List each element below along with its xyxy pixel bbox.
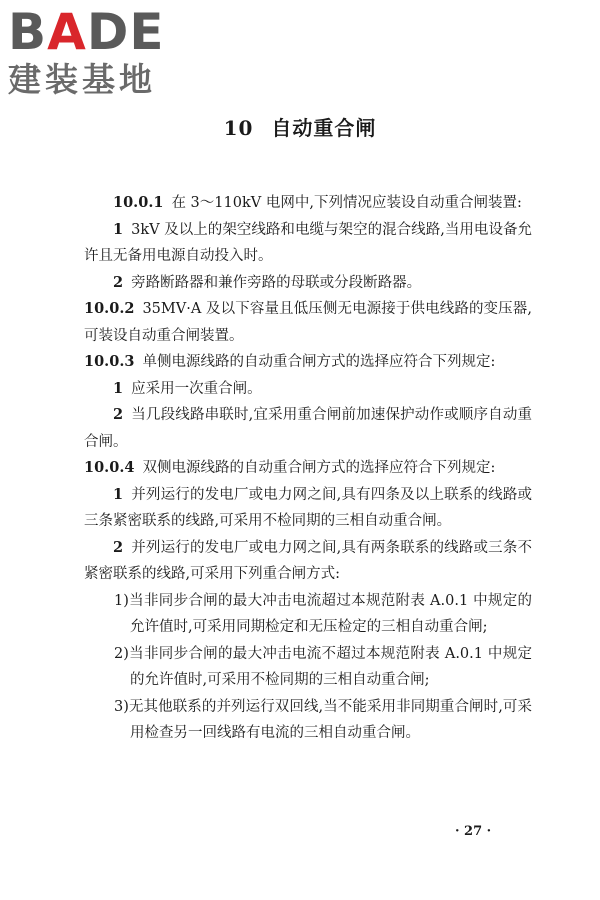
- clause-10-0-3: 10.0.3 单侧电源线路的自动重合闸方式的选择应符合下列规定:: [84, 353, 496, 370]
- clause-item: 2 并列运行的发电厂或电力网之间,具有两条联系的线路或三条不紧密联系的线路,可采用下列重合闸方式:: [84, 538, 532, 582]
- clause-item: 2 旁路断路器和兼作旁路的母联或分段断路器。: [113, 273, 422, 291]
- logo-subtitle: 建装基地: [8, 60, 156, 99]
- page-number: · 27 ·: [455, 824, 492, 839]
- chapter-title-text: 自动重合闸: [271, 116, 377, 140]
- clause-subitem: 2)当非同步合闸的最大冲击电流不超过本规范附表 A.0.1 中规定的允许值时,可采用不检同期的三相自动重合闸;: [114, 645, 532, 688]
- clause-item: 1 并列运行的发电厂或电力网之间,具有四条及以上联系的线路或三条紧密联系的线路,可采用不检同期的三相自动重合闸。: [84, 485, 532, 529]
- clause-10-0-4: 10.0.4 双侧电源线路的自动重合闸方式的选择应符合下列规定:: [84, 459, 496, 476]
- clause-subitem: 3)无其他联系的并列运行双回线,当不能采用非同期重合闸时,可采用检查另一回线路有电流的三相自动重合闸。: [114, 698, 532, 741]
- logo-wordmark: BADE: [8, 3, 165, 61]
- clause-10-0-2: 10.0.2 35MV·A 及以下容量且低压侧无电源接于供电线路的变压器,可装设自动重合闸装置。: [84, 300, 532, 344]
- clause-item: 1 3kV 及以上的架空线路和电缆与架空的混合线路,当用电设备允许且无备用电源自动投入时。: [84, 220, 532, 264]
- chapter-number: 10: [223, 116, 254, 140]
- clause-subitem: 1)当非同步合闸的最大冲击电流超过本规范附表 A.0.1 中规定的允许值时,可采用同期检定和无压检定的三相自动重合闸;: [114, 592, 532, 635]
- clause-item: 1 应采用一次重合闸。: [113, 379, 262, 397]
- clause-item: 2 当几段线路串联时,宜采用重合闸前加速保护动作或顺序自动重合闸。: [84, 406, 532, 450]
- document-body: [84, 190, 532, 747]
- chapter-title: [0, 112, 600, 141]
- clause-10-0-1: 10.0.1 在 3～110kV 电网中,下列情况应装设自动重合闸装置:: [113, 194, 522, 211]
- brand-logo: [8, 3, 178, 100]
